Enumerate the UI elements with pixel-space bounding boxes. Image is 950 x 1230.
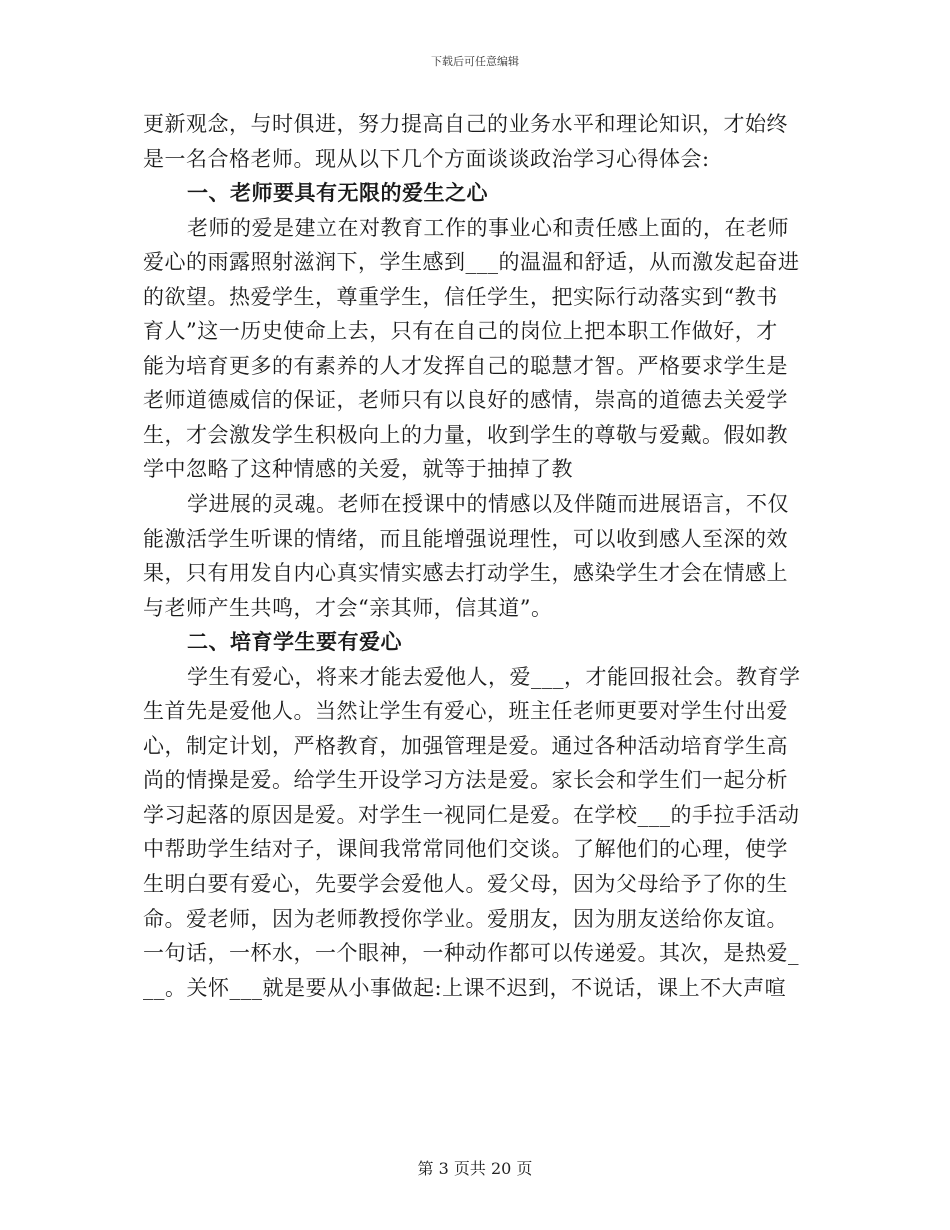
body-line: 学中忽略了这种情感的关爱，就等于抽掉了教 (143, 457, 573, 482)
body-line: 育人”这一历史使命上去，只有在自己的岗位上把本职工作做好，才 (143, 319, 778, 344)
body-line: 生，才会激发学生积极向上的力量，收到学生的尊敬与爱戴。假如教 (143, 422, 788, 447)
body-line: __。关怀___就是要从小事做起:上课不迟到，不说话，课上不大声喧 (143, 975, 787, 1000)
body-line: 能为培育更多的有素养的人才发挥自己的聪慧才智。严格要求学生是 (143, 353, 788, 378)
section-heading: 一、老师要具有无限的爱生之心 (187, 180, 488, 206)
body-line: 爱心的雨露照射滋润下，学生感到___的温温和舒适，从而激发起奋进 (143, 250, 800, 275)
body-line: 生明白要有爱心，先要学会爱他人。爱父母，因为父母给予了你的生 (143, 872, 788, 897)
page-header: 下载后可任意编辑 (431, 55, 519, 68)
body-line: 心，制定计划，严格教育，加强管理是爱。通过各种活动培育学生高 (143, 733, 788, 758)
body-line: 老师的爱是建立在对教育工作的事业心和责任感上面的，在老师 (187, 215, 789, 240)
body-line: 果，只有用发自内心真实情实感去打动学生，感染学生才会在情感上 (143, 561, 788, 586)
document-body (143, 107, 803, 1005)
body-line: 生首先是爱他人。当然让学生有爱心，班主任老师更要对学生付出爱 (143, 699, 788, 724)
page-number: 第 3 页共 20 页 (417, 1159, 533, 1178)
body-line: 能激活学生听课的情绪，而且能增强说理性，可以收到感人至深的效 (143, 526, 788, 551)
body-line: 与老师产生共鸣，才会“亲其师，信其道”。 (143, 595, 553, 620)
body-line: 更新观念，与时俱进，努力提高自己的业务水平和理论知识，才始终 (143, 112, 788, 136)
body-line: 学生有爱心，将来才能去爱他人，爱___，才能回报社会。教育学 (187, 664, 801, 689)
body-line: 尚的情操是爱。给学生开设学习方法是爱。家长会和学生们一起分析 (143, 768, 788, 793)
body-line: 学进展的灵魂。老师在授课中的情感以及伴随而进展语言，不仅 (187, 492, 789, 517)
body-line: 的欲望。热爱学生，尊重学生，信任学生，把实际行动落实到“教书 (143, 284, 778, 309)
body-line: 老师道德威信的保证，老师只有以良好的感情，崇高的道德去关爱学 (143, 388, 788, 413)
body-line: 是一名合格老师。现从以下几个方面谈谈政治学习心得体会: (143, 146, 710, 171)
body-line: 中帮助学生结对子，课间我常常同他们交谈。了解他们的心理，使学 (143, 837, 788, 862)
section-heading: 二、培育学生要有爱心 (187, 629, 402, 655)
body-line: 学习起落的原因是爱。对学生一视同仁是爱。在学校___的手拉手活动 (143, 802, 800, 827)
body-line: 命。爱老师，因为老师教授你学业。爱朋友，因为朋友送给你友谊。 (143, 906, 788, 931)
body-line: 一句话，一杯水，一个眼神，一种动作都可以传递爱。其次，是热爱_ (143, 941, 799, 966)
